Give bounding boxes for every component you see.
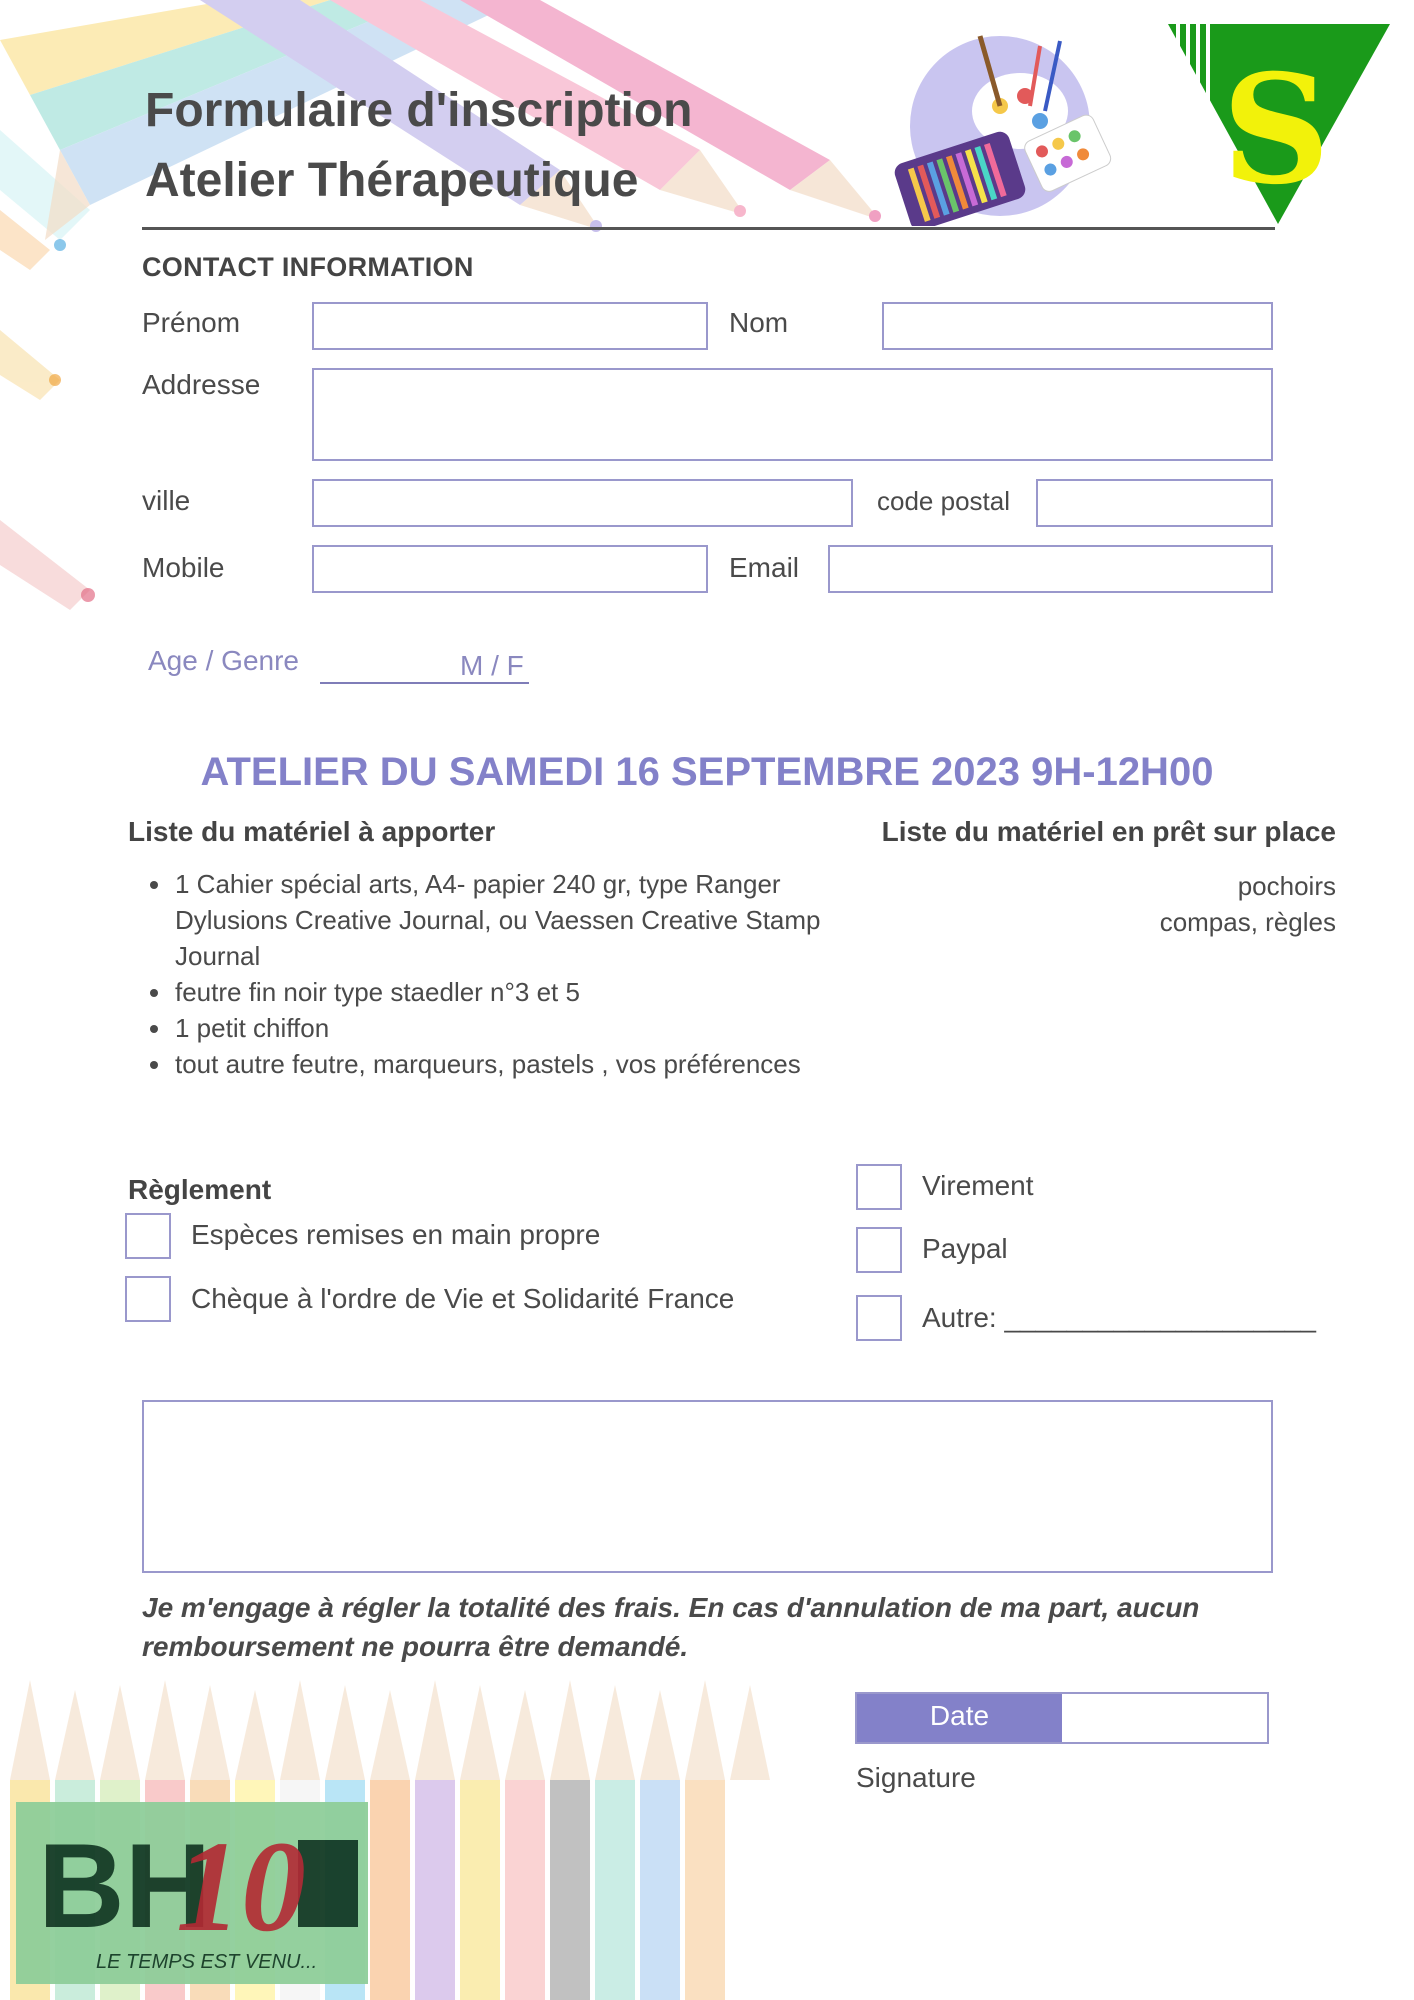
cash-option-label: Espèces remises en main propre: [191, 1219, 601, 1250]
bh10-logo-number: 10: [176, 1815, 306, 1959]
page-title: [145, 76, 692, 216]
list-item: • 1 Cahier spécial arts, A4- papier 240 gr, type Ranger Dylusions Creative Journal, ou Vaessen Creative Stamp Journal: [173, 866, 873, 974]
list-item: compas, règles: [1159, 907, 1336, 937]
first-name-field[interactable]: [312, 302, 708, 350]
art-supplies-icon: [880, 26, 1115, 226]
event-title: ATELIER DU SAMEDI 16 SEPTEMBRE 2023 9H-12H00: [200, 750, 1214, 794]
address-label: Addresse: [142, 369, 261, 400]
loan-list: [1160, 868, 1336, 940]
gender-options: M / F: [460, 650, 524, 681]
bring-list: [145, 866, 873, 1082]
date-label: Date: [857, 1694, 1062, 1742]
cheque-option-label: Chèque à l'ordre de Vie et Solidarité France: [191, 1283, 735, 1314]
title-divider: [142, 227, 1275, 230]
list-item: pochoirs: [1237, 871, 1336, 901]
paypal-checkbox[interactable]: [856, 1227, 902, 1273]
bh10-logo-slogan: LE TEMPS EST VENU...: [96, 1951, 318, 1973]
transfer-option-label: Virement: [922, 1170, 1034, 1201]
bring-list-heading: Liste du matériel à apporter: [128, 816, 496, 847]
list-item: • feutre fin noir type staedler n°3 et 5: [173, 974, 873, 1010]
paypal-option-label: Paypal: [922, 1233, 1008, 1264]
vs-logo-letter: S: [1221, 42, 1331, 218]
signature-label: Signature: [856, 1762, 976, 1793]
bh10-logo-letters: BH: [38, 1819, 212, 1953]
cheque-checkbox[interactable]: [125, 1276, 171, 1322]
email-label: Email: [729, 552, 800, 583]
commitment-text: Je m'engage à régler la totalité des frais. En cas d'annulation de ma part, aucun remboursement ne pourra être demandé.: [142, 1592, 1200, 1662]
city-label: ville: [142, 485, 191, 516]
address-field[interactable]: [312, 368, 1273, 461]
bh10-logo-graphic: [16, 1802, 368, 1984]
city-field[interactable]: [312, 479, 853, 527]
title-line-2: Atelier Thérapeutique: [145, 154, 639, 207]
age-gender-line[interactable]: [320, 682, 529, 684]
age-gender-label: Age / Genre: [148, 645, 299, 676]
payment-heading: Règlement: [128, 1174, 272, 1205]
list-item: • 1 petit chiffon: [173, 1010, 873, 1046]
cash-checkbox[interactable]: [125, 1213, 171, 1259]
other-checkbox[interactable]: [856, 1295, 902, 1341]
date-field[interactable]: [855, 1692, 1269, 1744]
bh10-logo: [16, 1802, 368, 1984]
postal-code-field[interactable]: [1036, 479, 1273, 527]
list-item: • tout autre feutre, marqueurs, pastels , vos préférences: [173, 1046, 873, 1082]
last-name-field[interactable]: [882, 302, 1273, 350]
mobile-label: Mobile: [142, 552, 225, 583]
loan-list-heading: Liste du matériel en prêt sur place: [881, 816, 1336, 847]
transfer-checkbox[interactable]: [856, 1164, 902, 1210]
notes-box[interactable]: [142, 1400, 1273, 1573]
first-name-label: Prénom: [142, 307, 241, 338]
mobile-field[interactable]: [312, 545, 708, 593]
vie-solidarite-logo: [1168, 24, 1390, 224]
contact-heading: CONTACT INFORMATION: [142, 252, 474, 282]
other-option-label: Autre: ____________________: [922, 1302, 1316, 1333]
last-name-label: Nom: [729, 307, 789, 338]
email-field[interactable]: [828, 545, 1273, 593]
title-line-1: Formulaire d'inscription: [145, 84, 693, 137]
postal-code-label: code postal: [877, 486, 1010, 516]
